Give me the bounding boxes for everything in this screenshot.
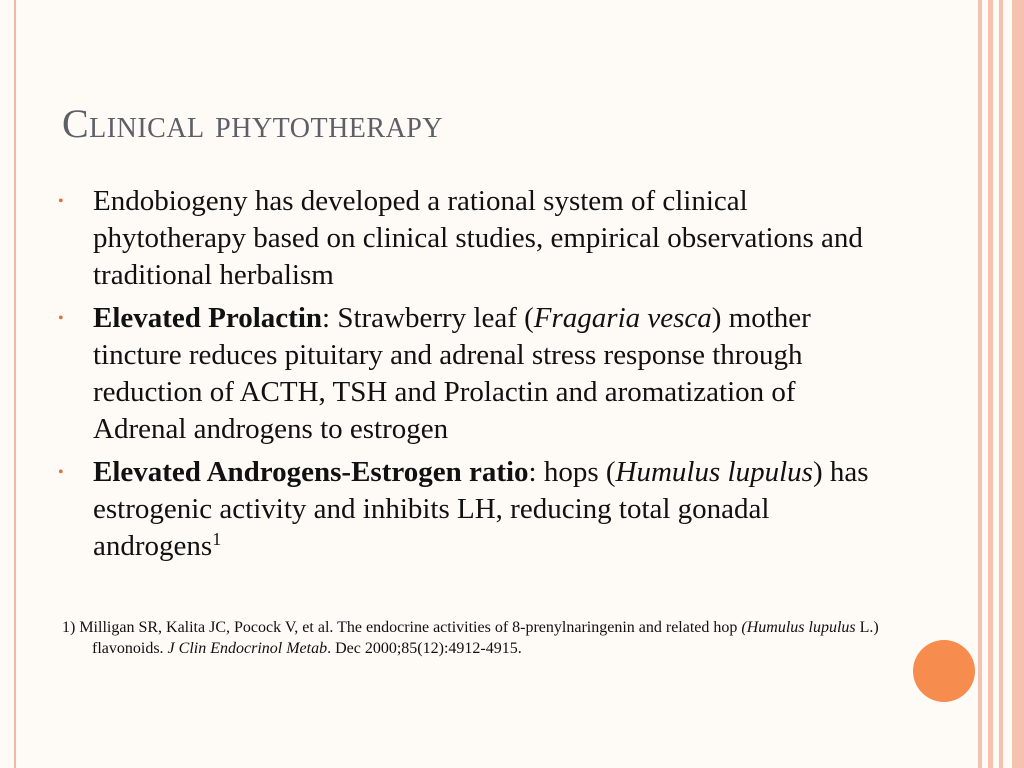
footnote-reference: 1 <box>212 529 222 549</box>
bullet-item-androgens <box>58 454 888 565</box>
decorative-stripes <box>978 0 1024 768</box>
bullet-icon: • <box>58 464 64 481</box>
footnote-text: 1) Milligan SR, Kalita JC, Pocock V, et al. The endocrine activities of 8-prenylnaringenin and related hop <box>62 619 742 636</box>
slide-title: Clinical phytotherapy <box>62 101 444 146</box>
journal-name: J Clin Endocrinol Metab <box>167 640 328 657</box>
stripe <box>988 0 993 768</box>
species-name: Fragaria vesca <box>533 302 712 334</box>
bullet-text: : hops ( <box>528 456 616 488</box>
bullet-list <box>58 183 888 571</box>
bullet-text: ) mother tincture reduces pituitary and adrenal stress response through reduction of ACTH, TSH and Prolactin and aromatization of Adrenal androgens to estrogen <box>93 302 811 445</box>
bullet-label: Elevated Prolactin <box>93 302 323 334</box>
species-name: Humulus lupulus <box>615 456 813 488</box>
bullet-item-prolactin <box>58 300 888 448</box>
stripe <box>978 0 982 768</box>
bullet-icon: • <box>58 310 64 327</box>
left-border-line <box>14 0 16 768</box>
footnote-italic: (Humulus lupulus <box>741 619 856 636</box>
stripe <box>1012 0 1024 768</box>
bullet-text: Endobiogeny has developed a rational system of clinical phytotherapy based on clinical studies, empirical observations and traditional herbalism <box>93 185 863 291</box>
bullet-text: : Strawberry leaf ( <box>322 302 534 334</box>
bullet-label: Elevated Androgens-Estrogen ratio <box>93 456 529 488</box>
footnote-citation <box>62 617 922 659</box>
bullet-icon: • <box>58 193 64 210</box>
stripe <box>999 0 1003 768</box>
orange-circle-decoration <box>913 640 975 702</box>
footnote-text: . Dec 2000;85(12):4912-4915. <box>327 640 522 657</box>
footnote-text: L.) flavonoids. <box>92 619 879 657</box>
bullet-text: ) has estrogenic activity and inhibits LH, reducing total gonadal androgens <box>93 456 869 562</box>
bullet-item-endobiogeny <box>58 183 888 294</box>
